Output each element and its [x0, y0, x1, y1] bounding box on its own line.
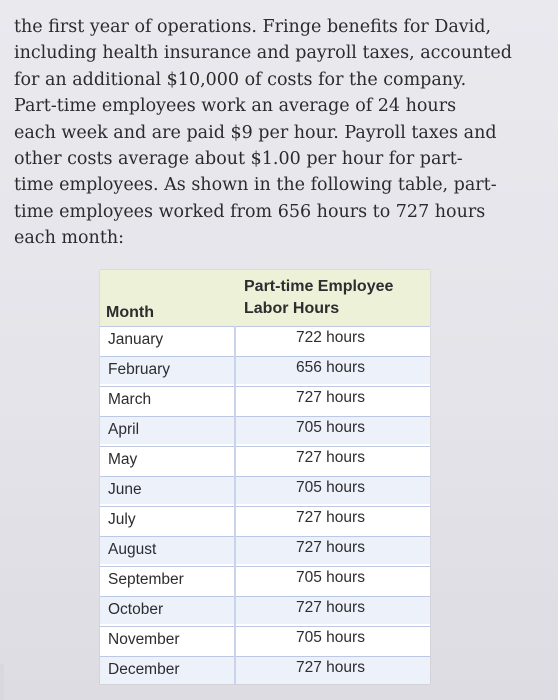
paragraph-line: time employees worked from 656 hours to 727 hours [14, 201, 486, 222]
month-cell: November [108, 631, 180, 648]
table-row [100, 386, 430, 414]
table-row [100, 356, 430, 384]
table-row [100, 326, 430, 354]
month-cell: August [108, 541, 157, 558]
hours-cell: 727 hours [296, 599, 365, 616]
paragraph-line: the first year of operations. Fringe benefits for David, [14, 17, 492, 37]
paragraph-line: for an additional $10,000 of costs for the company. [14, 69, 467, 90]
table-row [100, 596, 430, 624]
hours-cell: 705 hours [296, 479, 365, 496]
table-row [100, 536, 430, 564]
table-header [100, 270, 430, 326]
month-cell: February [108, 361, 171, 378]
body-paragraph [14, 14, 512, 252]
table-row [100, 416, 430, 444]
month-cell: April [108, 421, 140, 438]
column-divider [234, 326, 236, 684]
hours-cell: 705 hours [296, 569, 365, 586]
hours-cell: 705 hours [296, 629, 365, 646]
page-edge [0, 664, 4, 700]
paragraph-line: including health insurance and payroll taxes, accounted [14, 43, 512, 64]
paragraph-line: other costs average about $1.00 per hour for part- [14, 149, 463, 170]
month-cell: May [108, 451, 138, 468]
month-cell: June [108, 481, 142, 498]
hours-cell: 656 hours [296, 359, 365, 376]
table-row [100, 656, 430, 684]
paragraph-line: Part-time employees work an average of 24 hours [14, 96, 457, 117]
month-cell: October [108, 601, 164, 618]
hours-cell: 727 hours [296, 389, 365, 406]
paragraph-line: time employees. As shown in the following table, part- [14, 175, 497, 196]
hours-cell: 727 hours [296, 659, 365, 676]
hours-cell: 727 hours [296, 449, 365, 466]
hours-cell: 727 hours [296, 539, 365, 556]
month-cell: March [108, 391, 152, 408]
table-row [100, 476, 430, 504]
month-cell: December [108, 661, 180, 678]
table-row [100, 446, 430, 474]
table-row [100, 506, 430, 534]
header-labor-hours-line1: Part-time Employee [244, 278, 394, 295]
hours-cell: 705 hours [296, 419, 365, 436]
hours-cell: 722 hours [296, 329, 365, 346]
header-month: Month [106, 304, 154, 321]
table-row [100, 626, 430, 654]
labor-hours-table [100, 270, 430, 684]
table-row [100, 566, 430, 594]
month-cell: September [108, 571, 184, 588]
header-labor-hours-line2: Labor Hours [244, 300, 340, 317]
paragraph-line: each month: [14, 228, 125, 249]
hours-cell: 727 hours [296, 509, 365, 526]
month-cell: January [108, 331, 164, 348]
paragraph-line: each week and are paid $9 per hour. Payroll taxes and [14, 122, 497, 143]
month-cell: July [108, 511, 136, 528]
header-labor-hours [244, 276, 428, 320]
